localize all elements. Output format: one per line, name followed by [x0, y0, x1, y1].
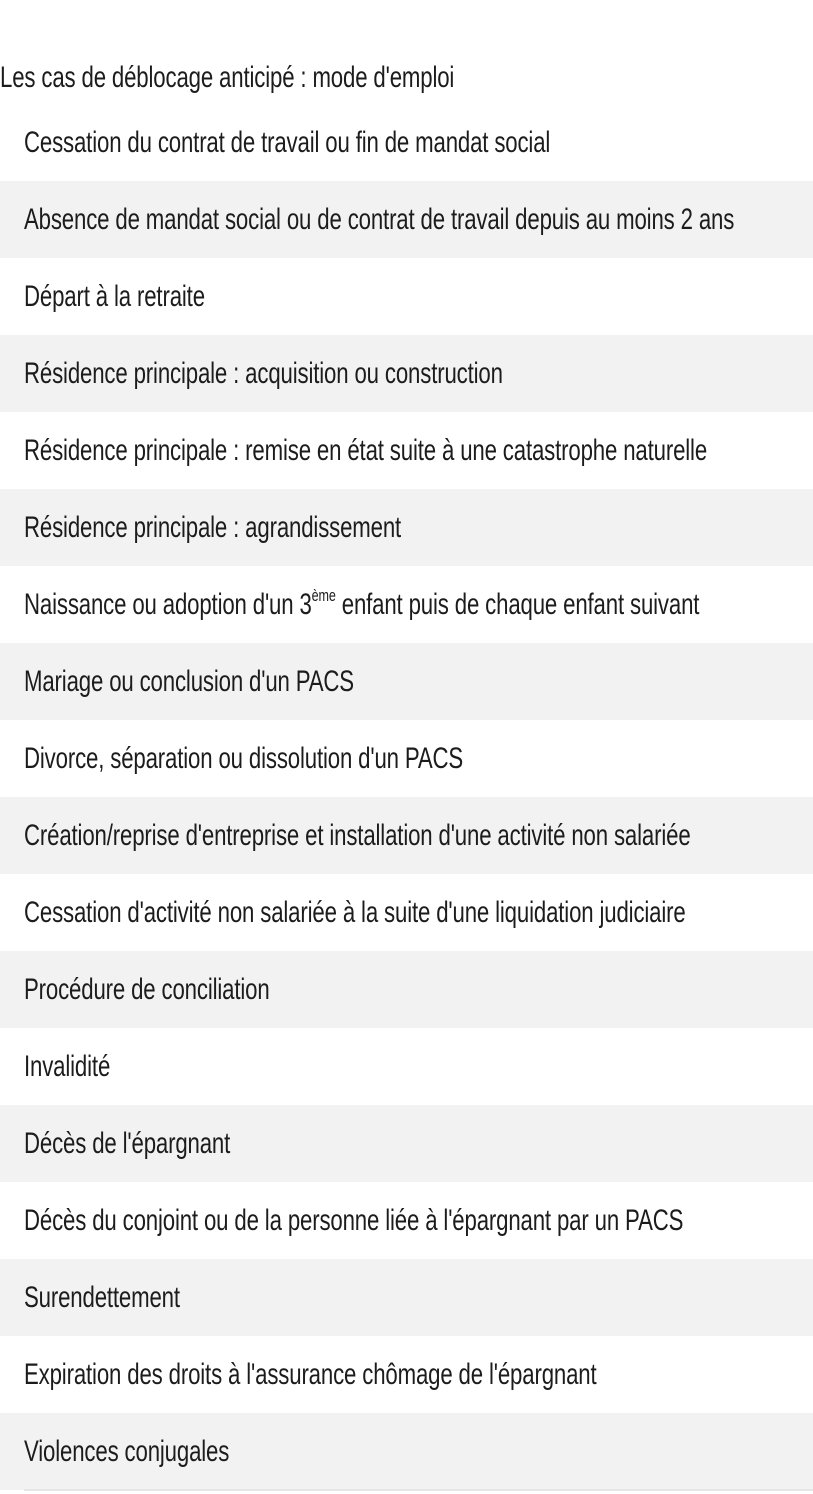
table-row [0, 1336, 813, 1413]
table-row [0, 1028, 813, 1105]
table-row [0, 1182, 813, 1259]
table-row [0, 720, 813, 797]
row-label: Décès du conjoint ou de la personne liée à l'épargnant par un PACS [24, 1203, 684, 1237]
row-label: Invalidité [24, 1049, 111, 1083]
row-label: Absence de mandat social ou de contrat de travail depuis au moins 2 ans [24, 202, 735, 236]
row-label: Résidence principale : remise en état suite à une catastrophe naturelle [24, 433, 708, 467]
row-label: Procédure de conciliation [24, 972, 270, 1006]
row-label: Cessation du contrat de travail ou fin de mandat social [24, 125, 551, 159]
table-row [0, 797, 813, 874]
table-row [0, 874, 813, 951]
row-label: Mariage ou conclusion d'un PACS [24, 664, 354, 698]
row-label: Surendettement [24, 1280, 180, 1314]
row-label: Cessation d'activité non salariée à la suite d'une liquidation judiciaire [24, 895, 686, 929]
row-label: Départ à la retraite [24, 279, 205, 313]
ordinal-superscript: ème [311, 585, 336, 605]
row-label-end: enfant puis de chaque enfant suivant [335, 587, 700, 621]
table-row [0, 1413, 813, 1490]
table-row [0, 335, 813, 412]
table-row [0, 643, 813, 720]
table-caption: Les cas de déblocage anticipé : mode d'emploi [0, 61, 455, 94]
unlock-cases-table [0, 104, 813, 1490]
table-row [0, 104, 813, 181]
row-label: Expiration des droits à l'assurance chômage de l'épargnant [24, 1357, 597, 1391]
row-label-start: Naissance ou adoption d'un 3 [24, 587, 312, 621]
row-label: Création/reprise d'entreprise et installation d'une activité non salariée [24, 818, 691, 852]
table-bottom-divider [24, 1489, 813, 1491]
row-label: Résidence principale : agrandissement [24, 510, 402, 544]
table-row [0, 1259, 813, 1336]
table-row [0, 1105, 813, 1182]
row-label: Divorce, séparation ou dissolution d'un PACS [24, 741, 464, 775]
table-row [0, 258, 813, 335]
table-row [0, 181, 813, 258]
table-row [0, 412, 813, 489]
table-row [0, 951, 813, 1028]
row-label: Résidence principale : acquisition ou construction [24, 356, 503, 390]
row-label: Violences conjugales [24, 1434, 230, 1468]
table-row [0, 489, 813, 566]
row-label [24, 585, 699, 625]
row-label: Décès de l'épargnant [24, 1126, 231, 1160]
table-row [0, 566, 813, 643]
